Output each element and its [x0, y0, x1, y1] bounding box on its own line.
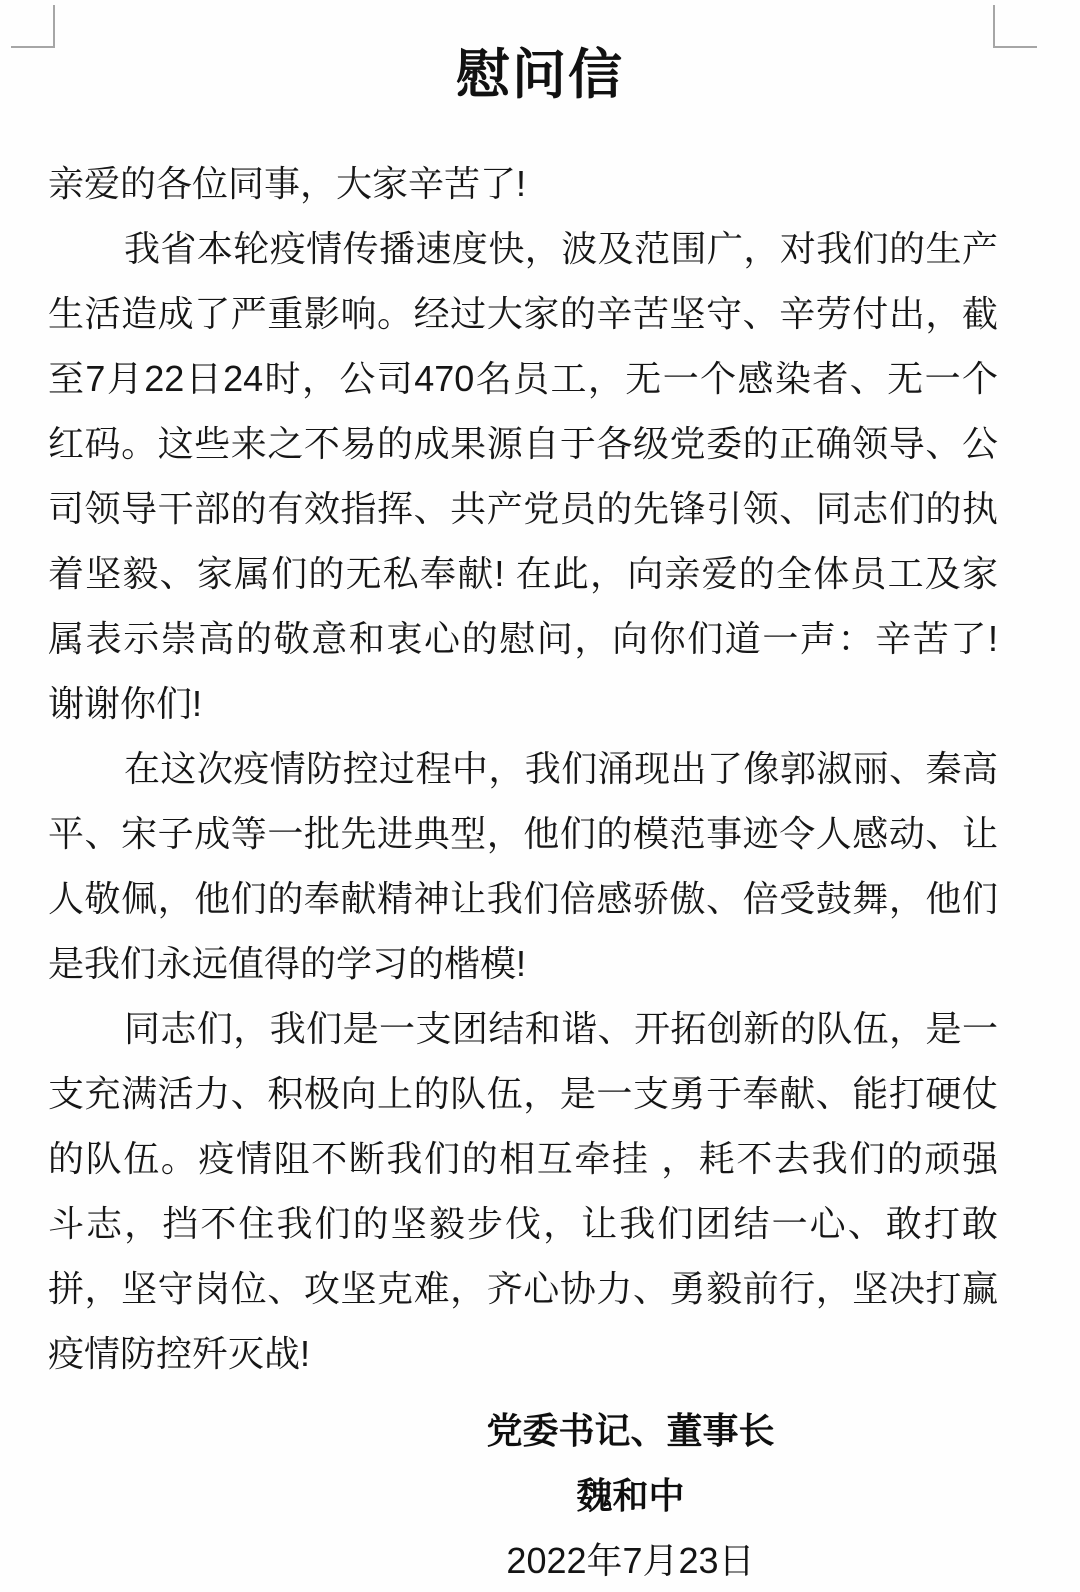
letter-line: 谢谢你们!: [48, 683, 203, 724]
letter-body: [48, 151, 998, 1592]
letter-line: 至7月22日24时，公司470名员工，无一个感染者、无一个: [48, 358, 998, 399]
letter-title: 慰问信: [456, 45, 624, 105]
signature-block: [48, 1398, 998, 1592]
letter-line: 在这次疫情防控过程中，我们涌现出了像郭淑丽、秦高: [124, 748, 998, 789]
letter-line: 的队伍。疫情阻不断我们的相互牵挂 ，耗不去我们的顽强: [48, 1138, 998, 1179]
letter-line: 支充满活力、积极向上的队伍，是一支勇于奉献、能打硬仗: [48, 1073, 998, 1114]
letter-line: 人敬佩，他们的奉献精神让我们倍感骄傲、倍受鼓舞，他们: [48, 878, 998, 919]
signature-role: 党委书记、董事长: [486, 1410, 775, 1451]
letter-line: 我省本轮疫情传播速度快，波及范围广，对我们的生产: [124, 228, 998, 269]
letter-line: 斗志，挡不住我们的坚毅步伐，让我们团结一心、敢打敢: [48, 1203, 998, 1244]
letter-line: 着坚毅、家属们的无私奉献! 在此，向亲爱的全体员工及家: [48, 553, 998, 594]
letter-line: 是我们永远值得的学习的楷模!: [48, 943, 527, 984]
letter-line: 平、宋子成等一批先进典型，他们的模范事迹令人感动、让: [48, 813, 998, 854]
salutation-line: 亲爱的各位同事，大家辛苦了!: [48, 163, 527, 204]
signature-date: 2022年7月23日: [506, 1540, 755, 1581]
letter-line: 属表示崇高的敬意和衷心的慰问，向你们道一声：辛苦了!: [48, 618, 998, 659]
letter-line: 司领导干部的有效指挥、共产党员的先锋引领、同志们的执: [48, 488, 998, 529]
letter-line: 同志们，我们是一支团结和谐、开拓创新的队伍，是一: [124, 1008, 998, 1049]
letter-line: 疫情防控歼灭战!: [48, 1333, 311, 1374]
letter-line: 红码。这些来之不易的成果源自于各级党委的正确领导、公: [48, 423, 998, 464]
letter-line: 拼，坚守岗位、攻坚克难，齐心协力、勇毅前行，坚决打赢: [48, 1268, 998, 1309]
letter-line: 生活造成了严重影响。经过大家的辛苦坚守、辛劳付出，截: [48, 293, 998, 334]
signature-name: 魏和中: [576, 1475, 685, 1516]
